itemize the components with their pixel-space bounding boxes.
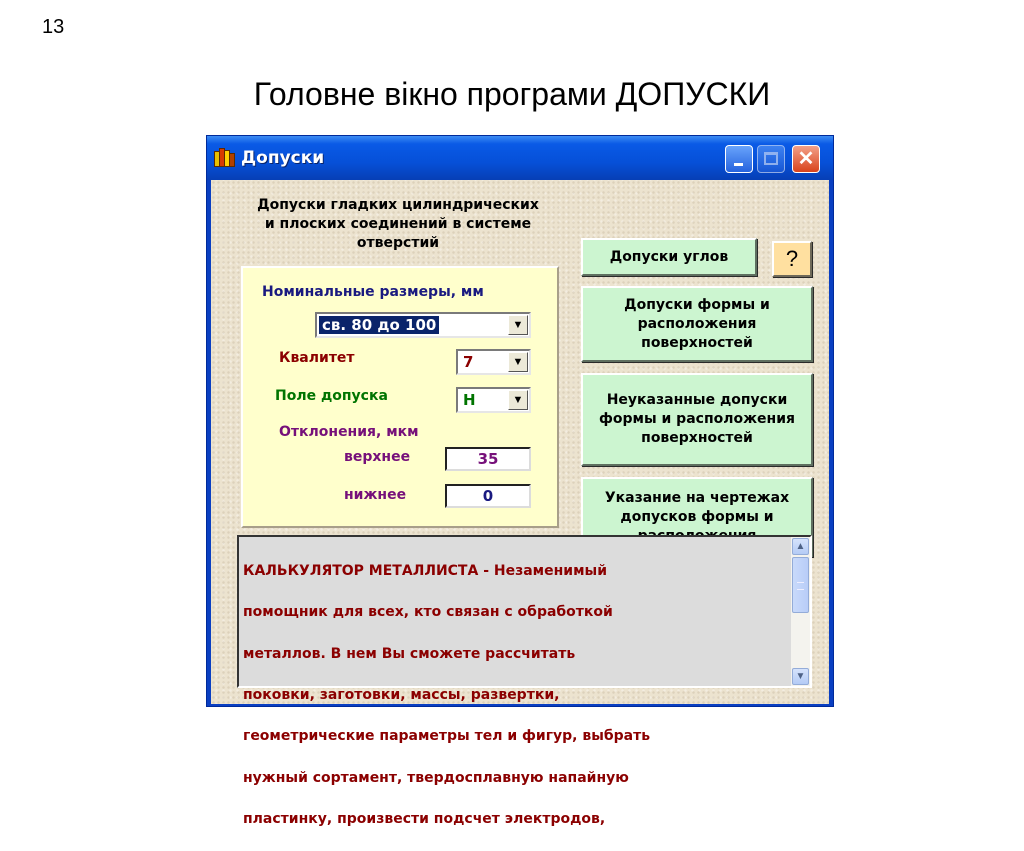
drawing-notation-label: Указание на чертежах допусков формы и (604, 489, 790, 525)
window-title: Допуски (241, 148, 325, 168)
memo-line: нужный сортамент, твердосплавную напайную (243, 769, 629, 786)
dopuski-window (206, 135, 834, 828)
parameters-panel (241, 266, 559, 528)
close-button[interactable] (792, 145, 820, 173)
minimize-button[interactable] (725, 145, 753, 173)
nominal-size-label: Номинальные размеры, мм (262, 284, 484, 300)
grade-value: 7 (463, 353, 474, 371)
grade-label: Квалитет (279, 350, 355, 366)
memo-line: поковки, заготовки, массы, развертки, (243, 686, 560, 703)
scroll-up-icon[interactable]: ▲ (792, 538, 809, 555)
chevron-down-icon[interactable]: ▼ (508, 352, 528, 372)
section-header (233, 196, 563, 253)
deviations-label: Отклонения, мкм (279, 424, 419, 440)
scroll-thumb[interactable] (792, 557, 809, 613)
lower-deviation-label: нижнее (344, 487, 407, 503)
help-button[interactable] (772, 241, 812, 277)
tolerance-field-label: Поле допуска (275, 388, 388, 404)
form-position-tolerances-button[interactable] (581, 286, 813, 362)
header-line-2: и плоских соединений в системе (264, 216, 532, 232)
books-icon[interactable] (214, 149, 234, 167)
tolerance-field-select[interactable] (456, 387, 531, 413)
angle-tolerances-label: Допуски углов (609, 248, 729, 265)
vertical-scrollbar[interactable] (791, 537, 810, 686)
upper-deviation-label: верхнее (344, 449, 411, 465)
unspecified-tolerances-button[interactable] (581, 373, 813, 466)
client-area (211, 180, 829, 828)
memo-text (243, 540, 781, 828)
slide-title: Головне вікно програми ДОПУСКИ (253, 76, 771, 112)
header-line-1: Допуски гладких цилиндрических (257, 197, 539, 213)
info-memo[interactable] (237, 535, 812, 828)
maximize-button[interactable] (757, 145, 785, 173)
tolerance-field-value: H (463, 391, 476, 409)
nominal-size-value: св. 80 до 100 (319, 316, 439, 334)
grade-select[interactable] (456, 349, 531, 375)
help-label: ? (785, 246, 799, 271)
header-line-3: отверстий (356, 235, 440, 251)
memo-line: геометрические параметры тел и фигур, выбрать (243, 728, 651, 745)
unspecified-tolerances-label: Неуказанные допуски формы и расположения поверхностей (598, 392, 796, 446)
chevron-down-icon[interactable]: ▼ (508, 390, 528, 410)
memo-line: пластинку, произвести подсчет электродов, (243, 811, 606, 828)
angle-tolerances-button[interactable] (581, 238, 757, 276)
memo-line: помощник для всех, кто связан с обработкой (243, 604, 613, 621)
title-bar[interactable] (207, 136, 833, 180)
nominal-size-select[interactable] (315, 312, 531, 338)
form-position-tolerances-label: Допуски формы и расположения поверхностей (624, 296, 770, 351)
lower-deviation-field[interactable]: 0 (445, 484, 531, 508)
scroll-down-icon[interactable]: ▼ (792, 668, 809, 685)
slide-number: 13 (42, 16, 65, 38)
memo-line: металлов. В нем Вы сможете рассчитать (243, 645, 576, 662)
close-icon: ✕ (797, 148, 815, 170)
upper-deviation-field[interactable]: 35 (445, 447, 531, 471)
memo-line: КАЛЬКУЛЯТОР МЕТАЛЛИСТА - Незаменимый (243, 562, 608, 579)
chevron-down-icon[interactable]: ▼ (508, 315, 528, 335)
